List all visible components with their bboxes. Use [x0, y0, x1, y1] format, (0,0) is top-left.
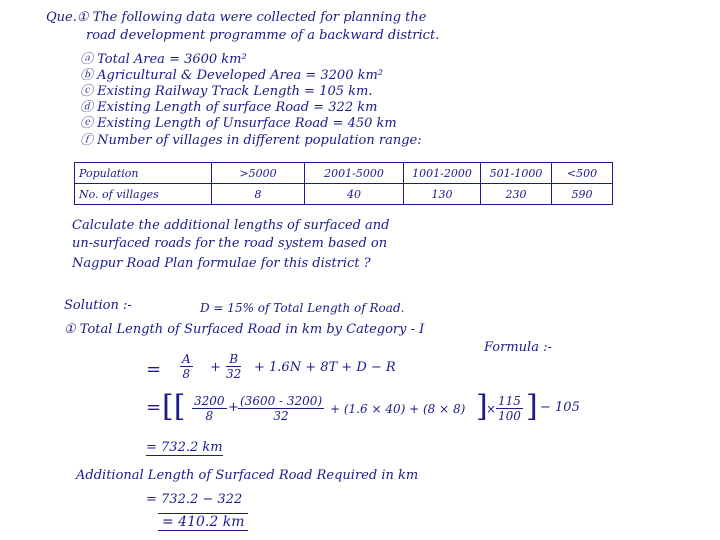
table-cell: 590 — [552, 184, 613, 205]
plus-sign: + — [210, 360, 221, 375]
data-item-b: ⓑ Agricultural & Developed Area = 3200 km² — [80, 68, 384, 83]
result-total-length: = 732.2 km — [146, 440, 223, 455]
multiply-sign: × — [486, 402, 497, 416]
task-line-2: un-surfaced roads for the road system based on — [72, 236, 388, 251]
table-cell: Population — [75, 163, 212, 184]
table-cell: 2001-5000 — [305, 163, 404, 184]
step1-heading: ① Total Length of Surfaced Road in km by Category - I — [64, 322, 425, 337]
table-cell: <500 — [552, 163, 613, 184]
task-line-3: Nagpur Road Plan formulae for this district ? — [72, 256, 371, 271]
table-cell: 130 — [404, 184, 481, 205]
formula-label: Formula :- — [484, 340, 552, 355]
close-bracket: ] — [526, 389, 538, 424]
fraction-a-over-8: $\frac{A}{8}$ — [182, 352, 191, 381]
equals-sign: = — [146, 397, 162, 418]
data-item-e: ⓔ Existing Length of Unsurface Road = 450 km — [80, 116, 397, 131]
table-cell: 501-1000 — [481, 163, 552, 184]
table-row — [75, 163, 613, 184]
formula-remainder: + 1.6N + 8T + D − R — [254, 360, 396, 375]
plus-sign: + — [228, 400, 239, 415]
question-heading: Que.① The following data were collected for planning the — [46, 10, 427, 25]
data-item-f: ⓕ Number of villages in different population range: — [80, 133, 422, 148]
table-cell: 230 — [481, 184, 552, 205]
formula-end-term: − 105 — [540, 400, 580, 415]
close-bracket: ] — [476, 389, 488, 424]
solution-label: Solution :- — [64, 298, 132, 313]
solution-note: D = 15% of Total Length of Road. — [200, 301, 405, 315]
table-cell: No. of villages — [75, 184, 212, 205]
task-line-1: Calculate the additional lengths of surfaced and — [72, 218, 390, 233]
data-item-c: ⓒ Existing Railway Track Length = 105 km. — [80, 84, 373, 99]
open-bracket: [[ — [162, 389, 186, 424]
village-population-table — [74, 162, 613, 205]
table-row — [75, 184, 613, 205]
result-additional-length: = 410.2 km — [158, 514, 248, 530]
question-heading-line2: road development programme of a backward district. — [86, 28, 440, 43]
table-cell: 1001-2000 — [404, 163, 481, 184]
step2-heading: Additional Length of Surfaced Road Required in km — [76, 468, 419, 483]
equals-sign: = — [146, 359, 162, 380]
data-item-a: ⓐ Total Area = 3600 km² — [80, 52, 247, 67]
fraction-difference-over-32: $\frac{(3600 - 3200)}{32}$ — [240, 394, 323, 423]
table-cell: 8 — [212, 184, 305, 205]
table-cell: 40 — [305, 184, 404, 205]
formula-middle-terms: + (1.6 × 40) + (8 × 8) — [330, 402, 466, 416]
data-item-d: ⓓ Existing Length of surface Road = 322 km — [80, 100, 378, 115]
fraction-b-over-32: $\frac{B}{32}$ — [226, 352, 242, 381]
table-cell: >5000 — [212, 163, 305, 184]
fraction-3200-over-8: $\frac{3200}{8}$ — [194, 394, 225, 423]
subtraction-line: = 732.2 − 322 — [146, 492, 243, 507]
fraction-115-over-100: $\frac{115}{100}$ — [498, 394, 521, 423]
